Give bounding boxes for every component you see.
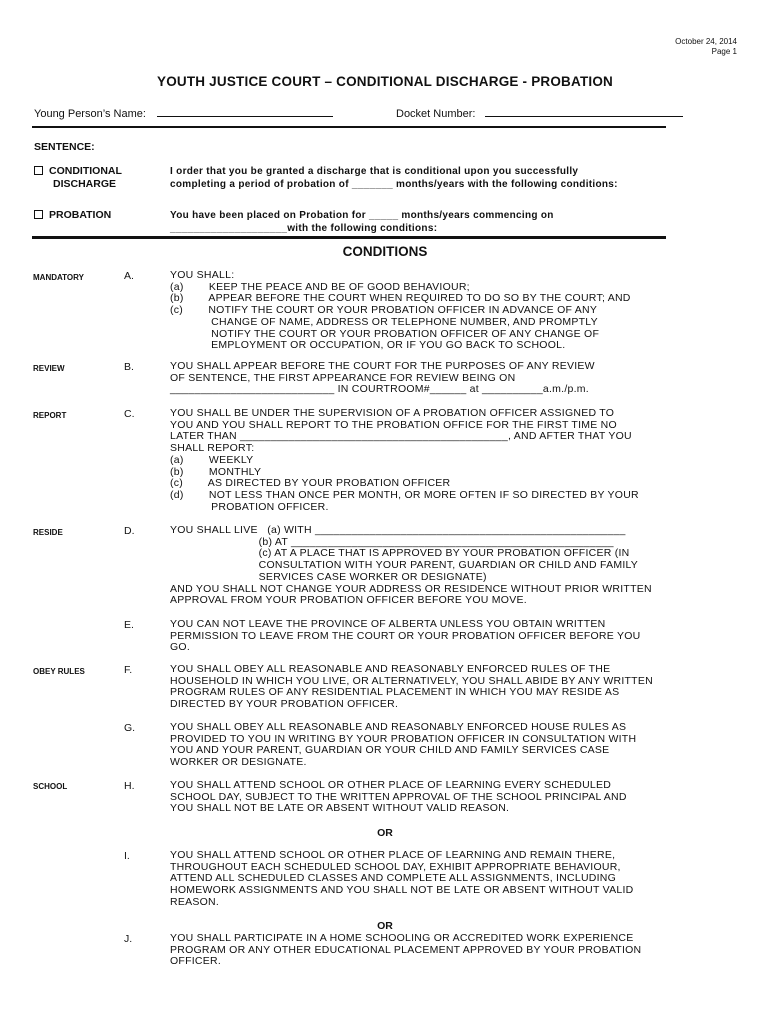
side-label-school: SCHOOL [33, 782, 68, 791]
conditional-text-line2: completing a period of probation of _______ months/years with the following conditions: [170, 179, 618, 190]
condition-i-text: YOU SHALL ATTEND SCHOOL OR OTHER PLACE OF LEARNING AND REMAIN THERE, THROUGHOUT EACH SCHEDULED SCHOOL DAY, EXHIBIT APPROPRIATE BEHAVIOUR, ATTEND ALL SCHEDULED CLASSES AND COMPLETE ALL ASSIGNMENTS, INCLUDING HOMEWORK ASSIGNMENTS AND YOU SHALL NOT BE LATE OR ABSENT WITHOUT VALID REASON. [170, 849, 634, 908]
side-label-report: REPORT [33, 411, 67, 420]
condition-j-text: YOU SHALL PARTICIPATE IN A HOME SCHOOLING OR ACCREDITED WORK EXPERIENCE PROGRAM OR ANY OTHER EDUCATIONAL PLACEMENT APPROVED BY YOUR PROBATION OFFICER. [170, 932, 642, 968]
condition-letter-a: A. [124, 270, 134, 282]
or-separator-2: OR [377, 920, 393, 932]
conditional-text-line1: I order that you be granted a discharge that is conditional upon you successfully [170, 166, 579, 177]
page-date: October 24, 2014 [675, 37, 737, 46]
probation-text [170, 209, 554, 235]
probation-label: PROBATION [49, 209, 112, 221]
condition-letter-f: F. [124, 664, 133, 676]
probation-text-line2: ____________________with the following conditions: [170, 223, 438, 234]
condition-letter-d: D. [124, 525, 135, 537]
side-label-obey-rules: OBEY RULES [33, 667, 85, 676]
condition-letter-j: J. [124, 933, 133, 945]
page-number: Page 1 [711, 47, 737, 56]
young-person-name-label: Young Person’s Name: [34, 108, 146, 120]
condition-c-text: YOU SHALL BE UNDER THE SUPERVISION OF A PROBATION OFFICER ASSIGNED TO YOU AND YOU SHALL REPORT TO THE PROBATION OFFICE FOR THE FIRST TIME NO LATER THAN ____________________________________________, AND AFTER THAT YOU SHALL REPORT: (a) WEEKLY (b) MONTHLY (c) AS DIRECTED BY YOUR PROBATION OFFICER (d) NOT LESS THAN ONCE PER MONTH, OR MORE OFTEN IF SO DIRECTED BY YOUR PROBATION OFFICER. [170, 407, 639, 513]
condition-letter-h: H. [124, 780, 135, 792]
conditional-discharge-checkbox[interactable] [34, 166, 43, 175]
sentence-heading: SENTENCE: [34, 141, 95, 153]
probation-text-line1: You have been placed on Probation for _____ months/years commencing on [170, 210, 554, 221]
probation-checkbox[interactable] [34, 210, 43, 219]
docket-number-line[interactable] [485, 106, 683, 117]
side-label-reside: RESIDE [33, 528, 63, 537]
or-separator-1: OR [377, 827, 393, 839]
conditional-discharge-text [170, 165, 618, 191]
condition-letter-b: B. [124, 361, 134, 373]
condition-a-text: YOU SHALL: (a) KEEP THE PEACE AND BE OF GOOD BEHAVIOUR; (b) APPEAR BEFORE THE COURT WHEN REQUIRED TO DO SO BY THE COURT; AND (c) NOTIFY THE COURT OR YOUR PROBATION OFFICER IN ADVANCE OF ANY CHANGE OF NAME, ADDRESS OR TELEPHONE NUMBER, AND PROMPTLY NOTIFY THE COURT OR YOUR PROBATION OFFICER OF ANY CHANGE OF EMPLOYMENT OR OCCUPATION, OR IF YOU GO BACK TO SCHOOL. [170, 269, 631, 352]
sentence-divider [32, 236, 666, 239]
conditions-heading: CONDITIONS [342, 244, 428, 259]
condition-b-text: YOU SHALL APPEAR BEFORE THE COURT FOR THE PURPOSES OF ANY REVIEW OF SENTENCE, THE FIRST APPEARANCE FOR REVIEW BEING ON ___________________________ IN COURTROOM#______ at __________a.m./p.m. [170, 360, 595, 396]
side-label-review: REVIEW [33, 364, 65, 373]
discharge-label: DISCHARGE [53, 178, 117, 190]
docket-number-label: Docket Number: [396, 108, 476, 120]
docket-number-field[interactable] [396, 106, 683, 120]
condition-letter-c: C. [124, 408, 135, 420]
side-label-mandatory: MANDATORY [33, 273, 84, 282]
young-person-name-field[interactable] [34, 106, 333, 120]
conditional-label: CONDITIONAL [49, 165, 122, 177]
condition-g-text: YOU SHALL OBEY ALL REASONABLE AND REASONABLY ENFORCED HOUSE RULES AS PROVIDED TO YOU IN WRITING BY YOUR PROBATION OFFICER IN CONSULTATION WITH YOU AND YOUR PARENT, GUARDIAN OR YOUR CHILD AND FAMILY SERVICES CASE WORKER OR DESIGNATE. [170, 721, 637, 769]
probation-option[interactable] [34, 209, 111, 221]
document-title: YOUTH JUSTICE COURT – CONDITIONAL DISCHARGE - PROBATION [156, 74, 614, 89]
condition-letter-i: I. [124, 850, 130, 862]
condition-letter-e: E. [124, 619, 134, 631]
condition-e-text: YOU CAN NOT LEAVE THE PROVINCE OF ALBERTA UNLESS YOU OBTAIN WRITTEN PERMISSION TO LEAVE FROM THE COURT OR YOUR PROBATION OFFICER BEFORE YOU GO. [170, 618, 641, 654]
condition-letter-g: G. [124, 722, 136, 734]
young-person-name-line[interactable] [157, 106, 333, 117]
condition-f-text: YOU SHALL OBEY ALL REASONABLE AND REASONABLY ENFORCED RULES OF THE HOUSEHOLD IN WHICH YOU LIVE, OR ALTERNATIVELY, YOU SHALL ABIDE BY ANY WRITTEN PROGRAM RULES OF ANY RESIDENTIAL PLACEMENT IN WHICH YOU MAY RESIDE AS DIRECTED BY YOUR PROBATION OFFICER. [170, 663, 653, 711]
condition-h-text: YOU SHALL ATTEND SCHOOL OR OTHER PLACE OF LEARNING EVERY SCHEDULED SCHOOL DAY, SUBJECT TO THE WRITTEN APPROVAL OF THE SCHOOL PRINCIPAL AND YOU SHALL NOT BE LATE OR ABSENT WITHOUT VALID REASON. [170, 779, 627, 815]
conditional-discharge-option[interactable] [34, 165, 122, 191]
condition-d-text: YOU SHALL LIVE (a) WITH ___________________________________________________ (b) AT _____________________________________________________ (c) AT A PLACE THAT IS APPROVED BY YOUR PROBATION OFFICER (IN CONSULTATION WITH YOUR PARENT, GUARDIAN OR CHILD AND FAMILY SERVICES CASE WORKER OR DESIGNATE) AND YOU SHALL NOT CHANGE YOUR ADDRESS OR RESIDENCE WITHOUT PRIOR WRITTEN APPROVAL FROM YOUR PROBATION OFFICER BEFORE YOU MOVE. [170, 524, 652, 607]
top-divider [32, 126, 666, 128]
